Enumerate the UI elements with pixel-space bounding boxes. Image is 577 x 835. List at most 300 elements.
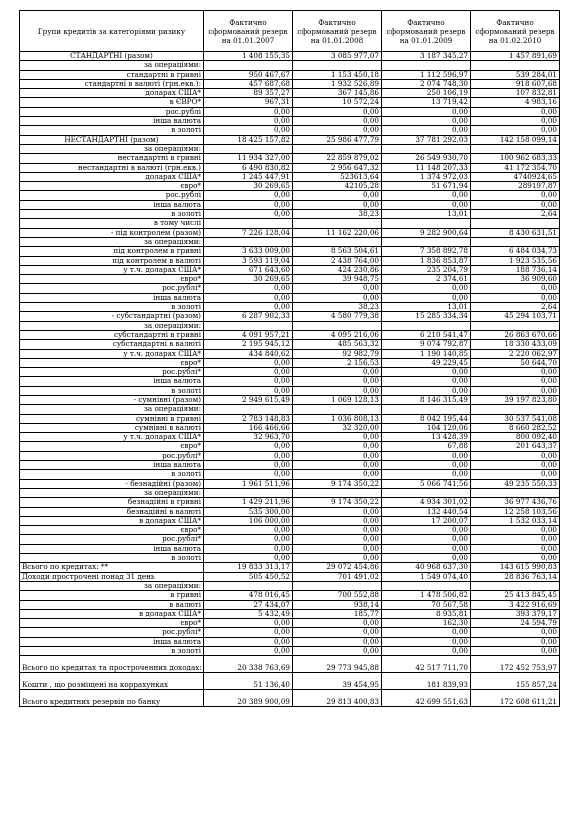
- table-row: [20, 690, 560, 707]
- row-value: 0,00: [471, 368, 560, 377]
- row-value: 0,00: [471, 126, 560, 135]
- row-value: 3 187 345,27: [382, 52, 471, 61]
- row-value: 0,00: [204, 619, 293, 628]
- row-label: інша валюта: [20, 461, 204, 470]
- row-value: 3 085 977,07: [293, 52, 382, 61]
- table-body: [20, 52, 560, 707]
- row-value: 20 338 763,69: [204, 656, 293, 673]
- row-value: 0,00: [382, 647, 471, 656]
- row-value: [471, 405, 560, 414]
- row-value: 2 074 748,30: [382, 79, 471, 88]
- row-value: 0,00: [204, 368, 293, 377]
- table-row: [20, 275, 560, 284]
- row-value: 0,00: [293, 544, 382, 553]
- row-label: - під контролем (разом): [20, 228, 204, 237]
- row-label: в ЄВРО*: [20, 98, 204, 107]
- table-row: [20, 265, 560, 274]
- row-label: за операціями:: [20, 144, 204, 153]
- row-label: доларах США*: [20, 89, 204, 98]
- table-row: [20, 321, 560, 330]
- row-value: [471, 144, 560, 153]
- row-label: нестандартні в гривні: [20, 154, 204, 163]
- row-value: [293, 581, 382, 590]
- row-value: 1 932 526,89: [293, 79, 382, 88]
- row-value: 6 490 830,82: [204, 163, 293, 172]
- row-value: 70 567,58: [382, 600, 471, 609]
- row-label: в золоті: [20, 647, 204, 656]
- row-value: [382, 237, 471, 246]
- row-label: - безнадійні (разом): [20, 479, 204, 488]
- row-label: за операціями:: [20, 321, 204, 330]
- row-label: безнадійні в гривні: [20, 498, 204, 507]
- table-row: [20, 488, 560, 497]
- row-value: 10 572,24: [293, 98, 382, 107]
- row-value: 40 968 637,30: [382, 563, 471, 572]
- row-value: 0,00: [204, 628, 293, 637]
- row-value: 0,00: [204, 210, 293, 219]
- row-value: 0,00: [382, 126, 471, 135]
- row-value: [293, 61, 382, 70]
- table-row: [20, 312, 560, 321]
- row-value: 1 408 155,35: [204, 52, 293, 61]
- row-value: 143 615 990,83: [471, 563, 560, 572]
- row-value: 9 074 792,87: [382, 340, 471, 349]
- row-value: 7 358 892,78: [382, 247, 471, 256]
- row-value: 188 736,14: [471, 265, 560, 274]
- row-value: 0,00: [382, 200, 471, 209]
- row-value: 0,00: [471, 535, 560, 544]
- row-value: 67,88: [382, 442, 471, 451]
- table-row: [20, 210, 560, 219]
- row-value: 0,00: [382, 544, 471, 553]
- row-value: 7 226 128,04: [204, 228, 293, 237]
- row-value: 1 112 596,97: [382, 70, 471, 79]
- row-value: 0,00: [471, 647, 560, 656]
- table-row: [20, 516, 560, 525]
- row-label: Всього кредитних резервів по банку: [20, 690, 204, 707]
- row-label: стандартні в гривні: [20, 70, 204, 79]
- row-value: 4 983,16: [471, 98, 560, 107]
- row-label: євро*: [20, 358, 204, 367]
- table-row: [20, 526, 560, 535]
- table-row: [20, 433, 560, 442]
- row-value: 967,31: [204, 98, 293, 107]
- row-value: 0,00: [204, 284, 293, 293]
- row-label: Доходи прострочені понад 31 день: [20, 572, 204, 581]
- row-value: 12 258 103,56: [471, 507, 560, 516]
- row-label: доларах США*: [20, 172, 204, 181]
- row-value: 0,00: [204, 303, 293, 312]
- row-value: 39 454,95: [293, 673, 382, 690]
- row-value: 505 450,52: [204, 572, 293, 581]
- row-value: [382, 581, 471, 590]
- row-value: 42 699 551,63: [382, 690, 471, 707]
- row-value: 2 956 647,32: [293, 163, 382, 172]
- row-value: 166 466,66: [204, 423, 293, 432]
- row-label: нестандартні в валюті (грн.екв.): [20, 163, 204, 172]
- row-value: 18 425 157,82: [204, 135, 293, 144]
- row-label: в доларах США*: [20, 609, 204, 618]
- row-value: [382, 405, 471, 414]
- row-value: 434 840,62: [204, 349, 293, 358]
- row-value: 24 594,79: [471, 619, 560, 628]
- table-row: [20, 368, 560, 377]
- row-value: 0,00: [293, 377, 382, 386]
- row-value: 671 643,60: [204, 265, 293, 274]
- row-value: 0,00: [471, 107, 560, 116]
- row-label: євро*: [20, 182, 204, 191]
- row-value: 0,00: [382, 526, 471, 535]
- row-value: 0,00: [293, 442, 382, 451]
- table-row: [20, 79, 560, 88]
- row-value: 1 478 506,82: [382, 591, 471, 600]
- table-row: [20, 442, 560, 451]
- row-value: 181 839,93: [382, 673, 471, 690]
- row-value: 235 204,79: [382, 265, 471, 274]
- row-value: [204, 61, 293, 70]
- table-row: [20, 117, 560, 126]
- row-value: 0,00: [293, 200, 382, 209]
- row-value: 2 438 764,00: [293, 256, 382, 265]
- table-row: [20, 144, 560, 153]
- row-value: 2 220 062,97: [471, 349, 560, 358]
- row-value: 5 066 741,56: [382, 479, 471, 488]
- row-value: 701 491,02: [293, 572, 382, 581]
- row-label: - сумнівні (разом): [20, 395, 204, 404]
- row-label: рос.рублі*: [20, 284, 204, 293]
- row-value: 2 156,53: [293, 358, 382, 367]
- row-value: 0,00: [204, 377, 293, 386]
- row-value: 9 174 350,22: [293, 498, 382, 507]
- row-value: 950 467,67: [204, 70, 293, 79]
- row-value: 13 428,39: [382, 433, 471, 442]
- row-value: 38,23: [293, 303, 382, 312]
- row-label: у т.ч. доларах США*: [20, 349, 204, 358]
- row-value: 0,00: [293, 191, 382, 200]
- row-label: євро*: [20, 442, 204, 451]
- row-value: 8 563 504,61: [293, 247, 382, 256]
- table-row: [20, 126, 560, 135]
- header-col-2008: Фактично сформований резерв на 01.01.2008: [293, 11, 382, 52]
- row-value: 0,00: [293, 619, 382, 628]
- row-value: 0,00: [204, 191, 293, 200]
- row-value: 0,00: [204, 554, 293, 563]
- row-value: 0,00: [293, 451, 382, 460]
- table-row: [20, 154, 560, 163]
- row-label: в золоті: [20, 386, 204, 395]
- row-value: 2,64: [471, 303, 560, 312]
- row-value: 535 300,00: [204, 507, 293, 516]
- row-value: 0,00: [204, 526, 293, 535]
- row-value: 41 172 354,70: [471, 163, 560, 172]
- row-value: 393 379,17: [471, 609, 560, 618]
- row-value: 0,00: [204, 637, 293, 646]
- row-value: 107 832,81: [471, 89, 560, 98]
- row-label: у т.ч. доларах США*: [20, 433, 204, 442]
- row-value: 0,00: [471, 451, 560, 460]
- table-row: [20, 414, 560, 423]
- row-value: 4 095 216,06: [293, 330, 382, 339]
- table-row: [20, 461, 560, 470]
- row-value: 0,00: [293, 284, 382, 293]
- row-label: - субстандартні (разом): [20, 312, 204, 321]
- row-value: 0,00: [382, 637, 471, 646]
- row-label: в доларах США*: [20, 516, 204, 525]
- row-value: 800 092,40: [471, 433, 560, 442]
- row-value: [204, 237, 293, 246]
- row-value: [382, 144, 471, 153]
- row-value: 0,00: [293, 470, 382, 479]
- row-value: 3 422 916,69: [471, 600, 560, 609]
- row-value: 30 269,65: [204, 182, 293, 191]
- row-value: 0,00: [293, 526, 382, 535]
- row-label: інша валюта: [20, 637, 204, 646]
- table-row: [20, 377, 560, 386]
- row-value: 2 195 945,12: [204, 340, 293, 349]
- row-value: 0,00: [204, 461, 293, 470]
- table-row: [20, 637, 560, 646]
- row-value: 36 909,60: [471, 275, 560, 284]
- row-label: субстандартні в гривні: [20, 330, 204, 339]
- row-label: Всього по кредитах: **: [20, 563, 204, 572]
- row-value: 185,77: [293, 609, 382, 618]
- row-value: 0,00: [382, 377, 471, 386]
- row-value: 6 484 034,73: [471, 247, 560, 256]
- row-value: 0,00: [204, 647, 293, 656]
- table-row: [20, 219, 560, 228]
- table-row: [20, 423, 560, 432]
- row-value: 1 549 074,40: [382, 572, 471, 581]
- table-row: [20, 507, 560, 516]
- row-value: 0,00: [382, 107, 471, 116]
- row-value: 0,00: [382, 554, 471, 563]
- row-value: 1 036 808,13: [293, 414, 382, 423]
- row-value: 0,00: [382, 451, 471, 460]
- row-value: 155 857,24: [471, 673, 560, 690]
- table-row: [20, 98, 560, 107]
- row-value: 50 644,70: [471, 358, 560, 367]
- table-row: [20, 673, 560, 690]
- row-value: 539 284,01: [471, 70, 560, 79]
- row-value: 162,30: [382, 619, 471, 628]
- row-value: [471, 321, 560, 330]
- row-value: 1 836 853,87: [382, 256, 471, 265]
- row-value: 0,00: [204, 535, 293, 544]
- header-col-2007: Фактично сформований резерв на 01.01.2007: [204, 11, 293, 52]
- row-value: 0,00: [293, 386, 382, 395]
- row-value: 0,00: [471, 461, 560, 470]
- row-value: 0,00: [471, 470, 560, 479]
- row-value: 13 719,42: [382, 98, 471, 107]
- row-value: 29 773 945,88: [293, 656, 382, 673]
- table-row: [20, 349, 560, 358]
- row-value: [471, 237, 560, 246]
- row-value: 27 434,07: [204, 600, 293, 609]
- row-label: сумнівні в валюті: [20, 423, 204, 432]
- row-value: 51 136,40: [204, 673, 293, 690]
- row-value: 2,64: [471, 210, 560, 219]
- row-value: [382, 219, 471, 228]
- row-value: 0,00: [471, 386, 560, 395]
- table-row: [20, 619, 560, 628]
- row-value: 29 813 400,83: [293, 690, 382, 707]
- row-value: 0,00: [293, 117, 382, 126]
- header-row: [20, 11, 560, 52]
- row-label: в золоті: [20, 210, 204, 219]
- row-value: 0,00: [293, 433, 382, 442]
- row-value: 49 235 550,33: [471, 479, 560, 488]
- row-value: 0,00: [293, 293, 382, 302]
- row-label: за операціями:: [20, 237, 204, 246]
- row-label: інша валюта: [20, 200, 204, 209]
- row-value: 0,00: [382, 628, 471, 637]
- row-value: 37 781 292,03: [382, 135, 471, 144]
- row-value: 0,00: [382, 470, 471, 479]
- table-row: [20, 609, 560, 618]
- table-row: [20, 163, 560, 172]
- row-label: євро*: [20, 526, 204, 535]
- row-value: 1 923 535,56: [471, 256, 560, 265]
- row-value: 26 863 670,66: [471, 330, 560, 339]
- row-value: 0,00: [204, 442, 293, 451]
- table-row: [20, 386, 560, 395]
- row-value: 0,00: [293, 126, 382, 135]
- row-value: 89 357,27: [204, 89, 293, 98]
- row-value: 17 200,07: [382, 516, 471, 525]
- row-value: 8 430 631,51: [471, 228, 560, 237]
- row-value: 0,00: [471, 628, 560, 637]
- row-value: 0,00: [382, 461, 471, 470]
- table-row: [20, 405, 560, 414]
- row-value: [293, 219, 382, 228]
- row-value: 0,00: [471, 191, 560, 200]
- row-value: 0,00: [204, 293, 293, 302]
- row-value: 0,00: [382, 191, 471, 200]
- row-value: 1 457 891,69: [471, 52, 560, 61]
- row-value: 0,00: [293, 461, 382, 470]
- row-label: рос.рублі*: [20, 451, 204, 460]
- row-value: 8 660 282,52: [471, 423, 560, 432]
- table-row: [20, 498, 560, 507]
- row-value: 1 153 450,18: [293, 70, 382, 79]
- row-label: НЕСТАНДАРТНІ (разом): [20, 135, 204, 144]
- row-label: в золоті: [20, 126, 204, 135]
- row-value: 32 963,70: [204, 433, 293, 442]
- row-label: субстандартні в валюті: [20, 340, 204, 349]
- row-value: 485 563,32: [293, 340, 382, 349]
- row-value: 11 148 207,33: [382, 163, 471, 172]
- row-label: під контролем в валюті: [20, 256, 204, 265]
- row-value: 1 069 128,13: [293, 395, 382, 404]
- row-value: [471, 219, 560, 228]
- row-value: 1 190 140,85: [382, 349, 471, 358]
- row-value: 132 440,54: [382, 507, 471, 516]
- row-value: 0,00: [293, 628, 382, 637]
- table-row: [20, 52, 560, 61]
- row-value: 4 580 779,38: [293, 312, 382, 321]
- row-value: 0,00: [382, 368, 471, 377]
- row-value: 22 859 879,02: [293, 154, 382, 163]
- row-value: 36 977 436,76: [471, 498, 560, 507]
- row-value: 9 282 900,64: [382, 228, 471, 237]
- row-value: [382, 488, 471, 497]
- row-value: 1 429 211,96: [204, 498, 293, 507]
- table-row: [20, 228, 560, 237]
- row-value: 25 413 845,45: [471, 591, 560, 600]
- row-label: сумнівні в гривні: [20, 414, 204, 423]
- row-value: 1 245 447,91: [204, 172, 293, 181]
- row-value: 3 593 119,04: [204, 256, 293, 265]
- row-value: 2 374,61: [382, 275, 471, 284]
- row-value: 523613,64: [293, 172, 382, 181]
- row-value: 13,01: [382, 303, 471, 312]
- row-value: 30 269,65: [204, 275, 293, 284]
- row-value: 20 389 900,09: [204, 690, 293, 707]
- table-row: [20, 358, 560, 367]
- row-value: 0,00: [382, 535, 471, 544]
- row-value: 700 552,88: [293, 591, 382, 600]
- row-value: 172 608 611,21: [471, 690, 560, 707]
- row-value: [204, 321, 293, 330]
- row-value: 6 287 902,33: [204, 312, 293, 321]
- row-value: 32 320,00: [293, 423, 382, 432]
- header-col-2009: Фактично сформований резерв на 01.01.2009: [382, 11, 471, 52]
- table-row: [20, 237, 560, 246]
- row-label: рос.рублі: [20, 107, 204, 116]
- row-value: 8 042 195,44: [382, 414, 471, 423]
- table-row: [20, 479, 560, 488]
- table-row: [20, 581, 560, 590]
- table-row: [20, 647, 560, 656]
- row-label: в золоті: [20, 554, 204, 563]
- row-value: 104 120,06: [382, 423, 471, 432]
- row-value: 0,00: [204, 358, 293, 367]
- row-label: безнадійні в валюті: [20, 507, 204, 516]
- row-label: в гривні: [20, 591, 204, 600]
- row-value: 0,00: [293, 647, 382, 656]
- row-value: 0,00: [471, 117, 560, 126]
- row-value: [293, 144, 382, 153]
- row-label: в золоті: [20, 470, 204, 479]
- row-value: 8 146 315,49: [382, 395, 471, 404]
- row-label: євро*: [20, 275, 204, 284]
- row-value: 0,00: [471, 200, 560, 209]
- row-value: 42 517 711,70: [382, 656, 471, 673]
- table-row: [20, 70, 560, 79]
- row-value: 29 072 454,86: [293, 563, 382, 572]
- row-value: 0,00: [471, 554, 560, 563]
- row-value: [471, 488, 560, 497]
- table-row: [20, 628, 560, 637]
- row-value: 0,00: [382, 284, 471, 293]
- table-row: [20, 182, 560, 191]
- row-value: 0,00: [293, 368, 382, 377]
- table-row: [20, 572, 560, 581]
- row-value: 2 949 615,49: [204, 395, 293, 404]
- row-value: 92 982,79: [293, 349, 382, 358]
- row-value: 478 016,45: [204, 591, 293, 600]
- row-value: 0,00: [471, 284, 560, 293]
- row-label: рос.рублі*: [20, 628, 204, 637]
- table-row: [20, 451, 560, 460]
- row-label: інша валюта: [20, 544, 204, 553]
- row-value: [293, 321, 382, 330]
- row-value: [471, 61, 560, 70]
- row-value: 0,00: [293, 107, 382, 116]
- table-row: [20, 293, 560, 302]
- row-label: під контролем в гривні: [20, 247, 204, 256]
- row-label: рос.рублі*: [20, 368, 204, 377]
